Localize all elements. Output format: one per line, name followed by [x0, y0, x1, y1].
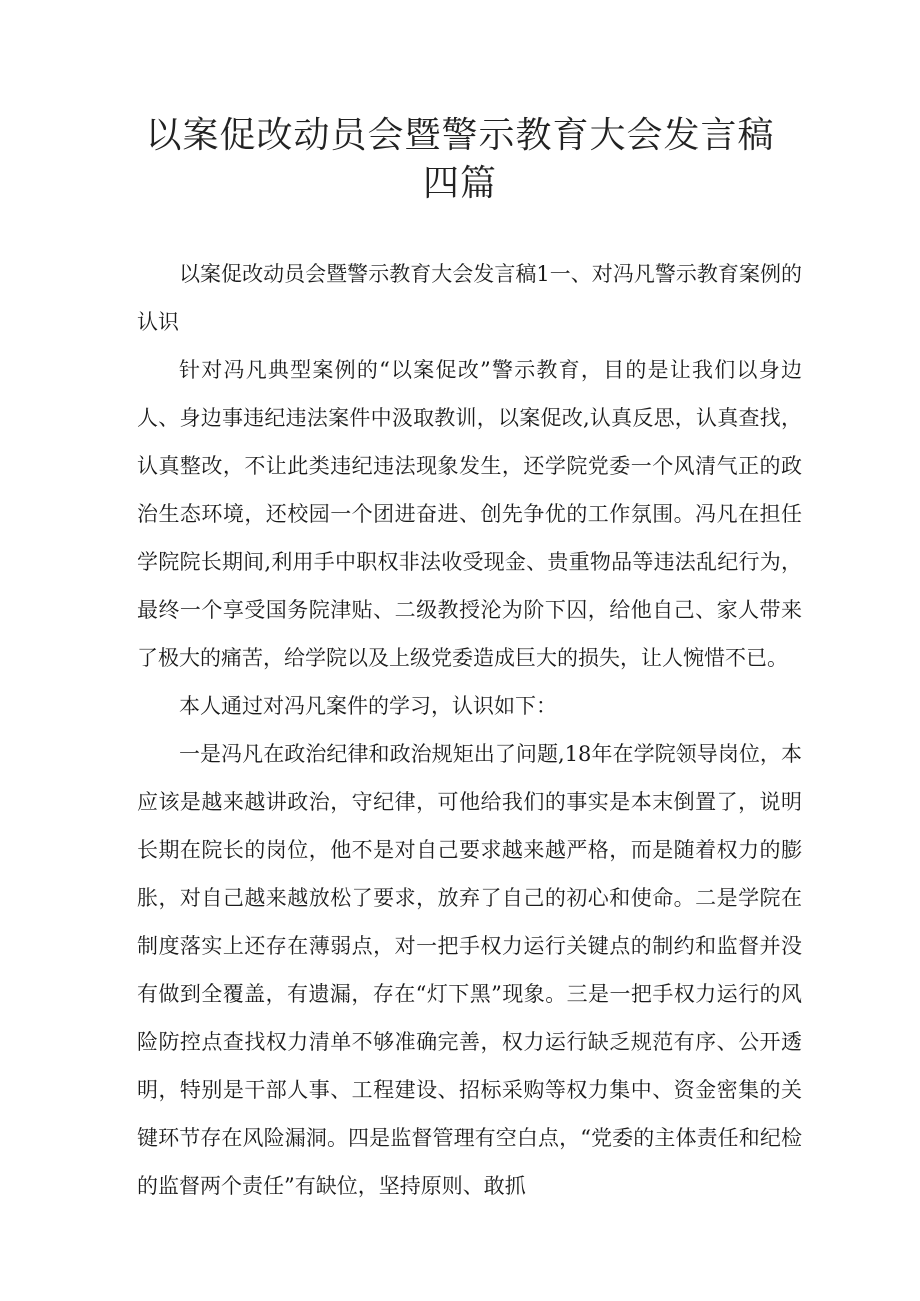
paragraph-understanding-lead: 本人通过对冯凡案件的学习，认识如下： [179, 694, 557, 718]
paragraph-points: 一是冯凡在政治纪律和政治规矩出了问题,18年在学院领导岗位，本应该是越来越讲政治，守纪律，可他给我们的事实是本末倒置了，说明长期在院长的岗位，他不是对自己要求越来越严格，而是随着权力的膨胀，对自己越来越放松了要求，放弃了自己的初心和使命。二是学院在制度落实上还存在薄弱点，对一把手权力运行关键点的制约和监督并没有做到全覆盖，有遗漏，存在“灯下黑”现象。三是一把手权力运行的风险防控点查找权力清单不够准确完善，权力运行缺乏规范有序、公开透明，特别是干部人事、工程建设、招标采购等权力集中、资金密集的关键环节存在风险漏洞。四是监督管理有空白点，“党委的主体责任和纪检的监督两个责任”有缺位，坚持原则、敢抓 [137, 742, 802, 1198]
document-body [137, 250, 802, 1210]
paragraph-intro: 以案促改动员会暨警示教育大会发言稿1一、对冯凡警示教育案例的认识 [137, 262, 802, 334]
document-title: 以案促改动员会暨警示教育大会发言稿四篇 [145, 115, 775, 204]
paragraph-case-summary: 针对冯凡典型案例的“以案促改”警示教育，目的是让我们以身边人、身边事违纪违法案件中汲取教训，以案促改,认真反思，认真查找，认真整改，不让此类违纪违法现象发生，还学院党委一个风清气正的政治生态环境，还校园一个团进奋进、创先争优的工作氛围。冯凡在担任学院院长期间,利用手中职权非法收受现金、贵重物品等违法乱纪行为，最终一个享受国务院津贴、二级教授沦为阶下囚，给他自己、家人带来了极大的痛苦，给学院以及上级党委造成巨大的损失，让人惋惜不已。 [137, 358, 802, 670]
